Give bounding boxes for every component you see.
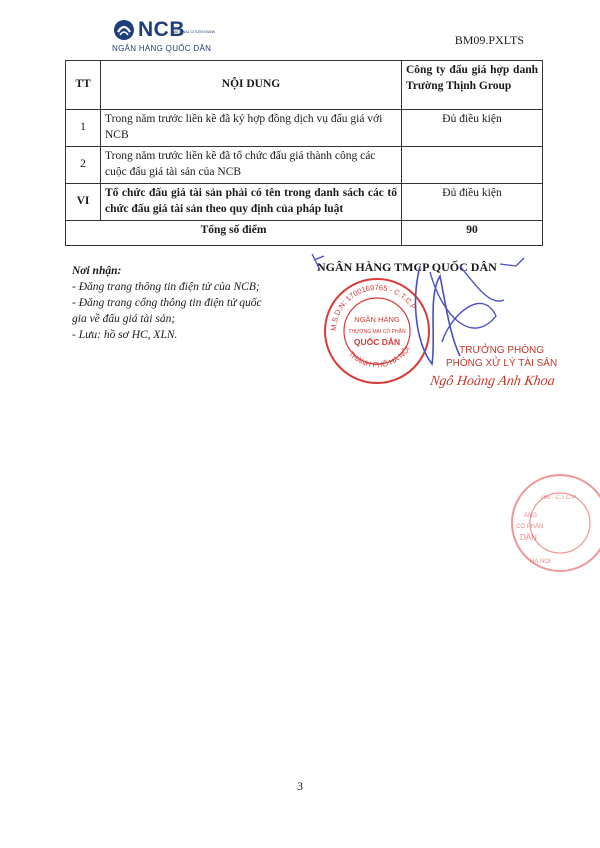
- header-content: NỘI DUNG: [101, 61, 402, 110]
- page-number: 3: [297, 779, 303, 793]
- seal-center-line3: QUỐC DÂN: [353, 337, 401, 347]
- logo-name: NCB: [138, 18, 185, 41]
- table-header-row: [66, 61, 543, 110]
- ncb-logo: [112, 18, 232, 54]
- total-label: Tổng số điểm: [66, 221, 402, 246]
- recipient-item: - Lưu: hồ sơ HC, XLN.: [72, 329, 178, 342]
- signer-role-line2: PHÒNG XỬ LÝ TÀI SẢN: [446, 358, 558, 369]
- table-row: [66, 110, 543, 147]
- recipient-item: - Đăng trang cổng thông tin điện tử quốc gia về đấu giá tài sản;: [72, 297, 262, 326]
- header-tt: TT: [66, 61, 101, 110]
- seal-ring-text: M.S.D.N: 1700169765 - C.T.C.P: [328, 282, 419, 332]
- row-tt: 2: [66, 147, 101, 184]
- row-value: [402, 147, 543, 184]
- table-row: [66, 184, 543, 221]
- recipients-block: [72, 263, 272, 343]
- evaluation-table: [65, 60, 543, 246]
- ncb-logo-icon: [112, 18, 136, 42]
- signer-role-line1: TRƯỞNG PHÒNG: [459, 345, 545, 356]
- svg-text:ÀNG: ÀNG: [524, 513, 538, 519]
- signer-name: Ngô Hoàng Anh Khoa: [429, 374, 556, 389]
- svg-text:DÂN: DÂN: [520, 533, 537, 542]
- row-value: Đủ điều kiện: [402, 184, 543, 221]
- seal-center-line1: NGÂN HÀNG: [354, 315, 400, 324]
- svg-text:765 - C.T.C.P: 765 - C.T.C.P: [540, 495, 577, 501]
- form-code: BM09.PXLTS: [454, 33, 524, 47]
- recipients-title: Nơi nhận:: [72, 265, 122, 277]
- header-company: Công ty đấu giá hợp danh Trường Thịnh Group: [402, 61, 543, 110]
- logo-tagline: NATIONAL CITIZEN BANK: [172, 30, 216, 34]
- svg-text:HÀ NỘI: HÀ NỘI: [530, 559, 551, 565]
- svg-text:CỔ PHẦN: CỔ PHẦN: [516, 524, 544, 530]
- issuing-bank: NGÂN HÀNG TMCP QUỐC DÂN: [317, 260, 497, 274]
- handwritten-signature-icon: [300, 246, 540, 406]
- seal-center-line2: THƯƠNG MẠI CỔ PHẦN: [348, 329, 406, 335]
- total-value: 90: [402, 221, 543, 246]
- partial-seal-icon: [490, 465, 600, 580]
- row-content: Trong năm trước liền kề đã ký hợp đồng dịch vụ đấu giá với NCB: [101, 110, 402, 147]
- table-row: [66, 147, 543, 184]
- row-value: Đủ điều kiện: [402, 110, 543, 147]
- seal-bottom-text: THÀNH PHỐ HÀ NỘI: [346, 344, 412, 370]
- row-tt: 1: [66, 110, 101, 147]
- row-content: Trong năm trước liền kề đã tổ chức đấu giá thành công các cuộc đấu giá tài sản của NCB: [101, 147, 402, 184]
- recipient-item: - Đăng trang thông tin điện tử của NCB;: [72, 281, 260, 294]
- row-tt: VI: [66, 184, 101, 221]
- logo-subtitle: NGÂN HÀNG QUỐC DÂN: [112, 44, 212, 53]
- total-row: [66, 221, 543, 246]
- row-content: Tổ chức đấu giá tài sản phải có tên trong danh sách các tổ chức đấu giá tài sản theo quy định của pháp luật: [101, 184, 402, 221]
